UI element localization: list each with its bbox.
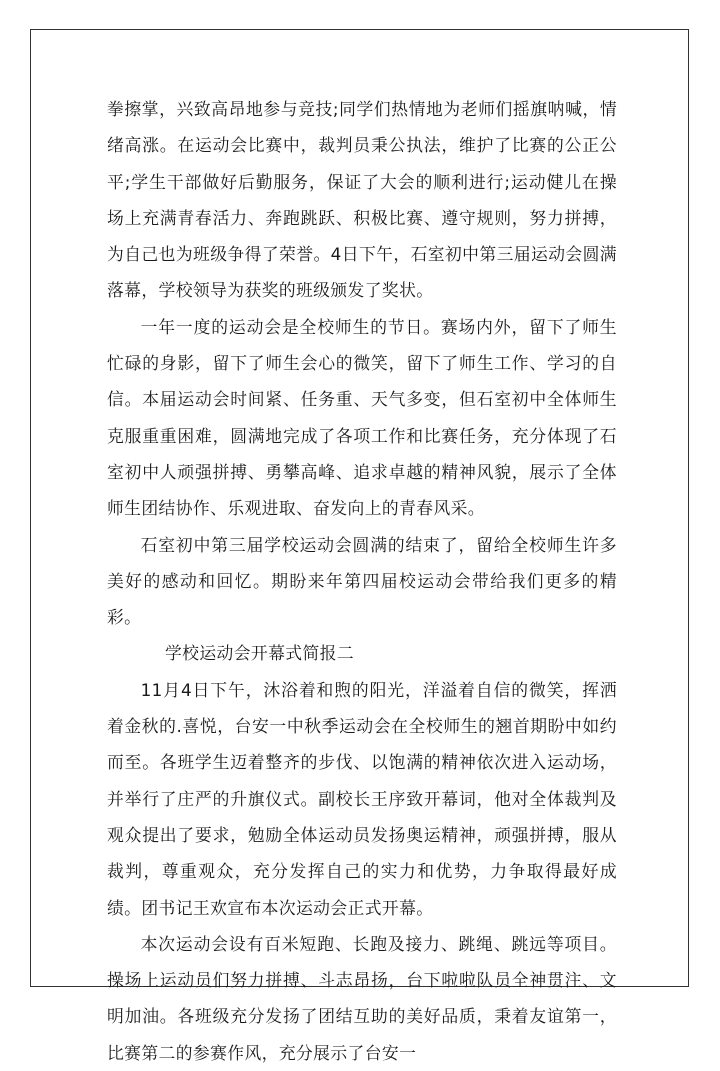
paragraph: 一年一度的运动会是全校师生的节日。赛场内外，留下了师生忙碌的身影，留下了师生会心的微笑，留下了师生工作、学习的自信。本届运动会时间紧、任务重、天气多变，但石室初中全体师生克服重重困难，圆满地完成了各项工作和比赛任务，充分体现了石室初中人顽强拼搏、勇攀高峰、追求卓越的精神风貌，展示了全体师生团结协作、乐观进取、奋发向上的青春风采。 [107, 316, 617, 519]
paragraph: 11月4日下午，沐浴着和煦的阳光，洋溢着自信的微笑，挥洒着金秋的.喜悦，台安一中秋季运动会在全校师生的翘首期盼中如约而至。各班学生迈着整齐的步伐、以饱满的精神依次进入运动场，并举行了庄严的升旗仪式。副校长王序致开幕词，他对全体裁判及观众提出了要求，勉励全体运动员发扬奥运精神，顽强拼搏，服从裁判，尊重观众，充分发挥自己的实力和优势，力争取得最好成绩。团书记王欢宣布本次运动会正式开幕。 [107, 679, 617, 918]
paragraph: 本次运动会设有百米短跑、长跑及接力、跳绳、跳远等项目。操场上运动员们努力拼搏、斗志昂扬，台下啦啦队员全神贯注、文明加油。各班级充分发扬了团结互助的美好品质，秉着友谊第一，比赛第二的参赛作风，充分展示了台安一 [107, 933, 617, 1063]
document-body [107, 91, 617, 1071]
paragraph-continued: 拳擦掌，兴致高昂地参与竞技;同学们热情地为老师们摇旗呐喊，情绪高涨。在运动会比赛中，裁判员秉公执法，维护了比赛的公正公平;学生干部做好后勤服务，保证了大会的顺利进行;运动健儿在操场上充满青春活力、奔跑跳跃、积极比赛、遵守规则，努力拼搏，为自己也为班级争得了荣誉。4日下午，石室初中第三届运动会圆满落幕，学校领导为获奖的班级颁发了奖状。 [107, 99, 617, 301]
paragraph: 石室初中第三届学校运动会圆满的结束了，留给全校师生许多美好的感动和回忆。期盼来年第四届校运动会带给我们更多的精彩。 [107, 534, 617, 628]
section-heading: 学校运动会开幕式简报二 [165, 643, 354, 664]
